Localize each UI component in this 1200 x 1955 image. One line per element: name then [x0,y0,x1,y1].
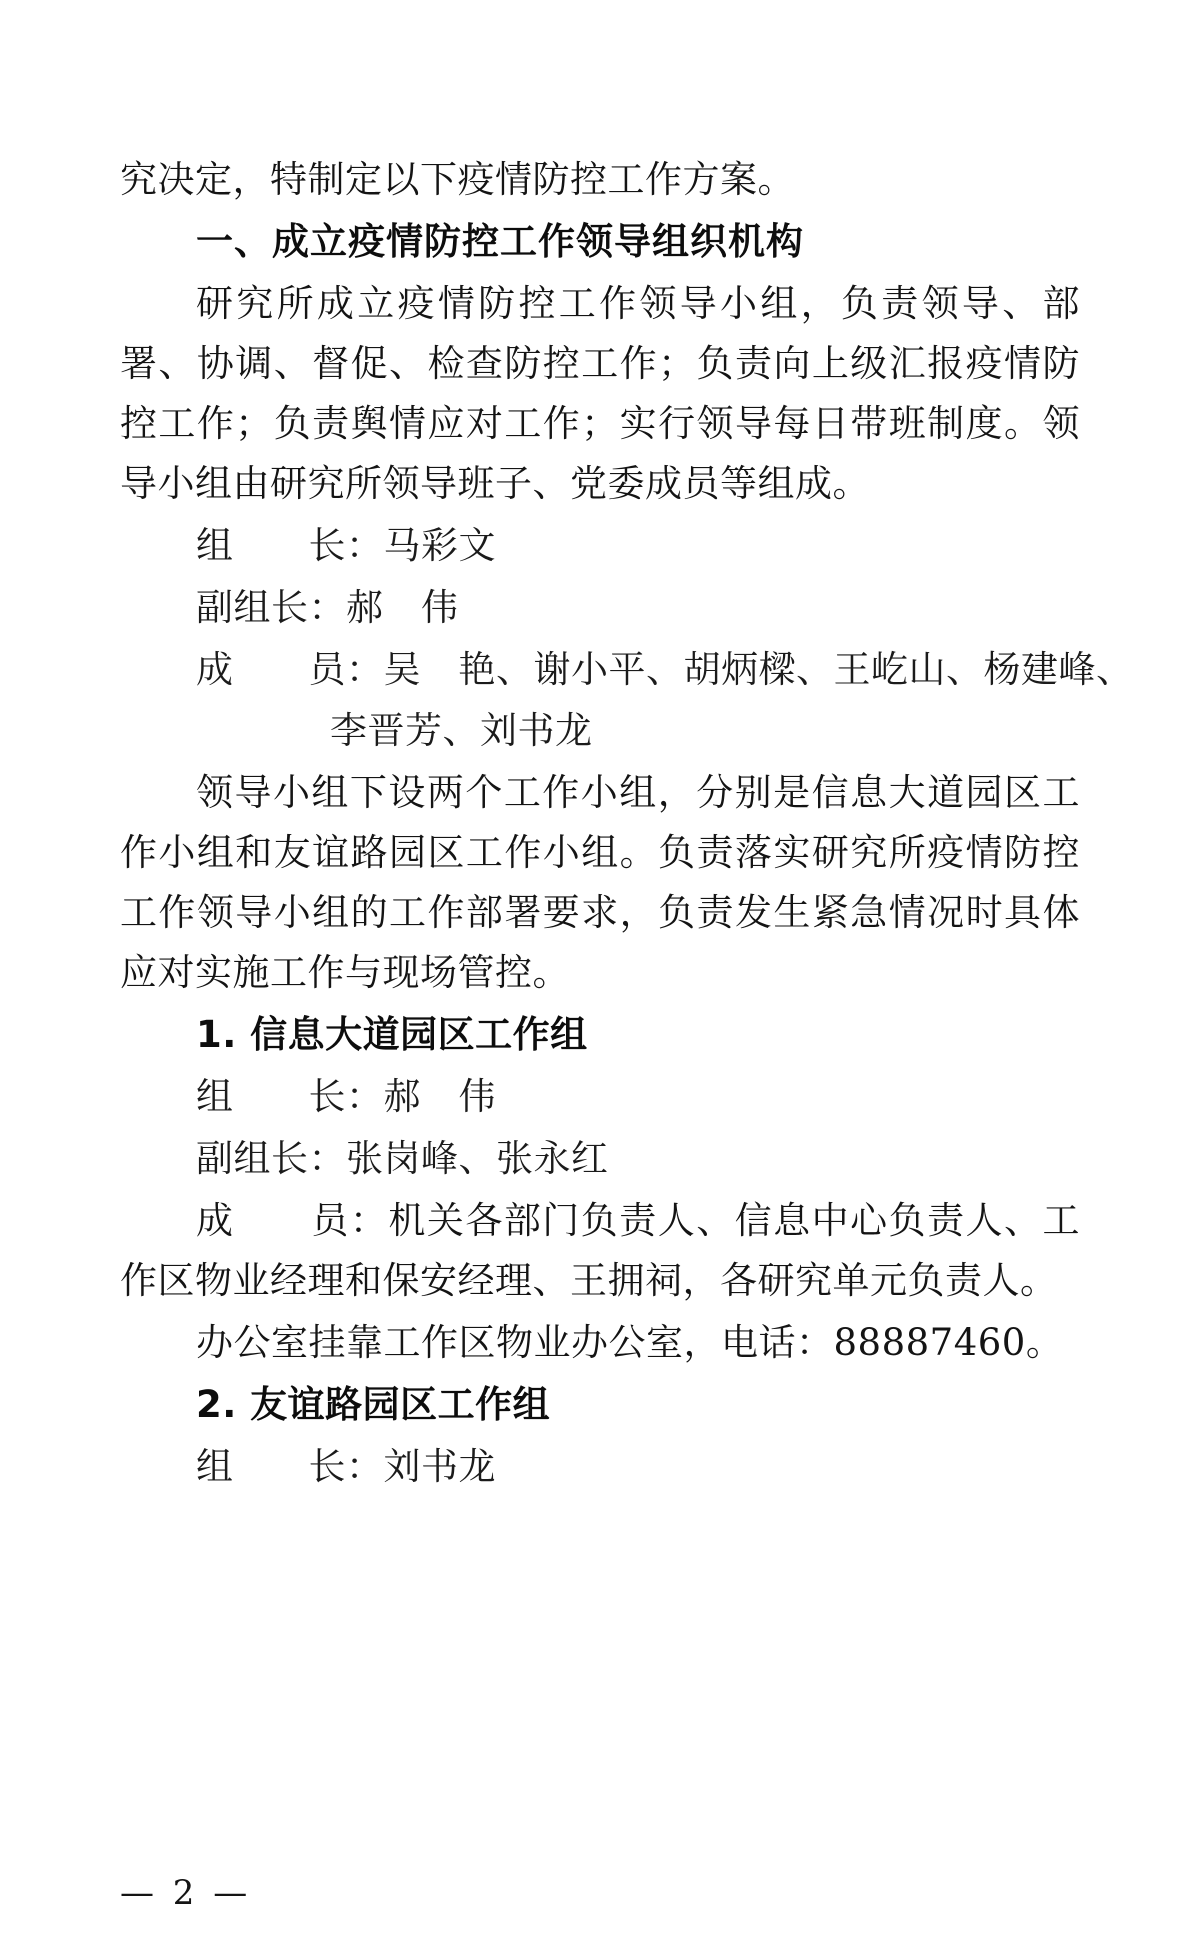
paragraph-subgroups: 领导小组下设两个工作小组，分别是信息大道园区工作小组和友谊路园区工作小组。负责落实研究所疫情防控工作领导小组的工作部署要求，负责发生紧急情况时具体应对实施工作与现场管控。 [120,771,1080,995]
subsection-heading-2: 2. 友谊路园区工作组 [196,1382,551,1426]
roster-group1-deputy: 副组长：张岗峰、张永红 [196,1137,609,1180]
roster-members-continued: 李晋芳、刘书龙 [330,709,593,753]
roster-leader: 组 长：马彩文 [196,523,496,567]
subsection-heading-1: 1. 信息大道园区工作组 [196,1013,588,1057]
roster-group2-leader: 组 长：刘书龙 [196,1444,496,1488]
roster-members: 成 员：吴 艳、谢小平、胡炳樑、王屹山、杨建峰、 [196,647,1134,691]
page-number: — 2 — [120,1873,252,1913]
paragraph-office-contact: 办公室挂靠工作区物业办公室，电话：88887460。 [196,1320,1064,1364]
roster-deputy-leader: 副组长：郝 伟 [196,585,459,629]
roster-group1-members: 成 员：机关各部门负责人、信息中心负责人、工作区物业经理和保安经理、王拥祠，各研究单元负责人。 [120,1198,1080,1302]
section-heading-1: 一、成立疫情防控工作领导组织机构 [196,219,804,263]
roster-group1-leader: 组 长：郝 伟 [196,1075,496,1119]
document-body [120,150,1134,1497]
paragraph-leadership-group: 研究所成立疫情防控工作领导小组，负责领导、部署、协调、督促、检查防控工作；负责向上级汇报疫情防控工作；负责舆情应对工作；实行领导每日带班制度。领导小组由研究所领导班子、党委成员等组成。 [120,281,1080,505]
paragraph-continuation: 究决定，特制定以下疫情防控工作方案。 [120,158,795,201]
